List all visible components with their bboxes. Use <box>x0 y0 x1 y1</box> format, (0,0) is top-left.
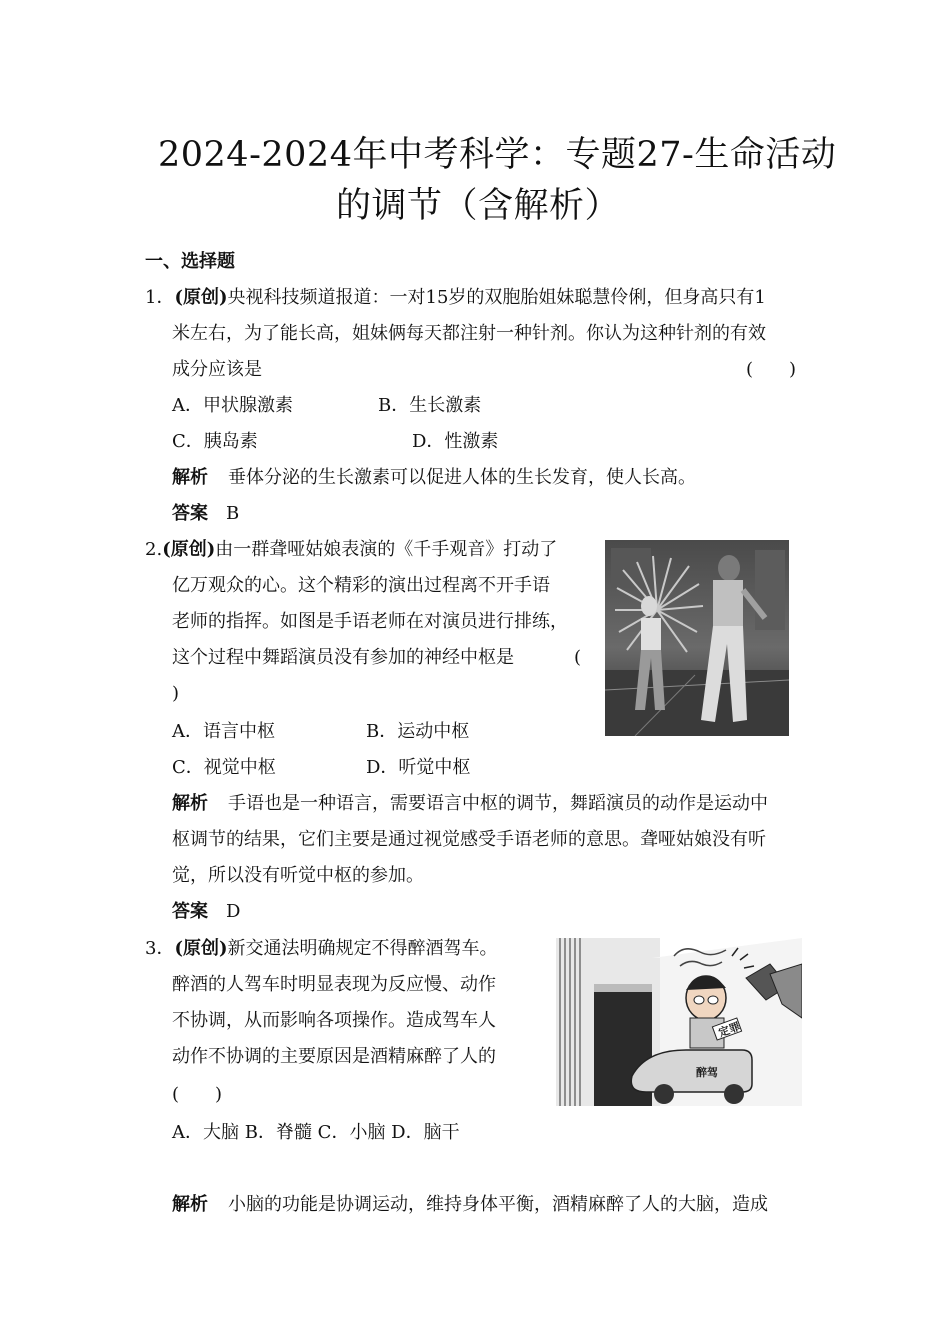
q2-analysis-text1: 手语也是一种语言，需要语言中枢的调节，舞蹈演员的动作是运动中 <box>228 793 768 814</box>
q1-answer-label: 答案 <box>172 503 208 524</box>
q1-answer-value: B <box>226 503 240 524</box>
q1-answer <box>172 496 239 532</box>
page-title-line2: 的调节（含解析） <box>336 186 621 226</box>
q3-analysis-text1: 小脑的功能是协调运动，维持身体平衡，酒精麻醉了人的大脑，造成 <box>228 1194 768 1215</box>
q2-analysis-line2: 枢调节的结果，它们主要是通过视觉感受手语老师的意思。聋哑姑娘没有听 <box>172 829 766 850</box>
q2-option-c: C．视觉中枢 <box>172 757 276 778</box>
cartoon-car-text: 醉驾 <box>696 1066 718 1079</box>
page-title-line1: 2024-2024年中考科学：专题27-生命活动 <box>158 135 837 175</box>
q1-line1 <box>145 280 766 316</box>
q2-answer <box>172 894 240 930</box>
q1-text1: 央视科技频道报道：一对15岁的双胞胎姐妹聪慧伶俐，但身高只有1 <box>227 287 766 308</box>
q1-line3: 成分应该是 <box>172 359 262 380</box>
q2-option-b: B．运动中枢 <box>366 721 470 742</box>
q1-option-d: D．性激素 <box>412 431 499 452</box>
rehearsal-photo <box>605 540 789 736</box>
q1-analysis-label: 解析 <box>172 467 208 488</box>
cartoon-sign-text: 定罪 <box>716 1019 742 1040</box>
q3-text1: 新交通法明确规定不得醉酒驾车。 <box>227 938 498 959</box>
q2-analysis-line3: 觉，所以没有听觉中枢的参加。 <box>172 865 424 886</box>
q1-analysis-text: 垂体分泌的生长激素可以促进人体的生长发育，使人长高。 <box>228 467 696 488</box>
q1-option-c: C．胰岛素 <box>172 431 258 452</box>
q2-number: 2. <box>145 539 163 560</box>
q3-analysis-line1 <box>172 1187 768 1223</box>
q3-line1 <box>145 931 498 967</box>
q3-line2: 醉酒的人驾车时明显表现为反应慢、动作 <box>172 974 496 995</box>
section-heading: 一、选择题 <box>145 251 235 272</box>
q3-line3: 不协调，从而影响各项操作。造成驾车人 <box>172 1010 496 1031</box>
q2-line4: 这个过程中舞蹈演员没有参加的神经中枢是 <box>172 647 514 668</box>
q2-option-a: A．语言中枢 <box>172 721 275 742</box>
q2-paren-close: ) <box>172 683 180 704</box>
q2-line1 <box>145 532 557 568</box>
q3-options: A．大脑 B．脊髓 C．小脑 D．脑干 <box>172 1122 460 1143</box>
q2-paren-open: ( <box>574 647 582 668</box>
q3-analysis-label: 解析 <box>172 1194 208 1215</box>
q2-answer-value: D <box>226 901 241 922</box>
q3-answer-paren: ( ) <box>172 1084 223 1105</box>
q2-answer-label: 答案 <box>172 901 208 922</box>
q2-option-d: D．听觉中枢 <box>366 757 471 778</box>
q1-line2: 米左右，为了能长高，姐妹俩每天都注射一种针剂。你认为这种针剂的有效 <box>172 323 766 344</box>
q3-tag: (原创) <box>174 938 228 959</box>
q2-line3: 老师的指挥。如图是手语老师在对演员进行排练， <box>172 611 568 632</box>
q1-answer-paren: ( ) <box>746 359 797 380</box>
q2-analysis-line1 <box>172 786 768 822</box>
q3-number: 3． <box>145 938 175 959</box>
q3-line4: 动作不协调的主要原因是酒精麻醉了人的 <box>172 1046 496 1067</box>
q2-tag: (原创) <box>162 539 216 560</box>
q2-line2: 亿万观众的心。这个精彩的演出过程离不开手语 <box>172 575 550 596</box>
q1-option-b: B．生长激素 <box>378 395 482 416</box>
q2-text1: 由一群聋哑姑娘表演的《千手观音》打动了 <box>215 539 558 560</box>
q1-option-a: A．甲状腺激素 <box>172 395 293 416</box>
q2-analysis-label: 解析 <box>172 793 208 814</box>
drunk-driving-cartoon <box>556 938 802 1106</box>
q1-analysis <box>172 460 696 496</box>
q1-number: 1． <box>145 287 175 308</box>
q1-tag: (原创) <box>174 287 228 308</box>
